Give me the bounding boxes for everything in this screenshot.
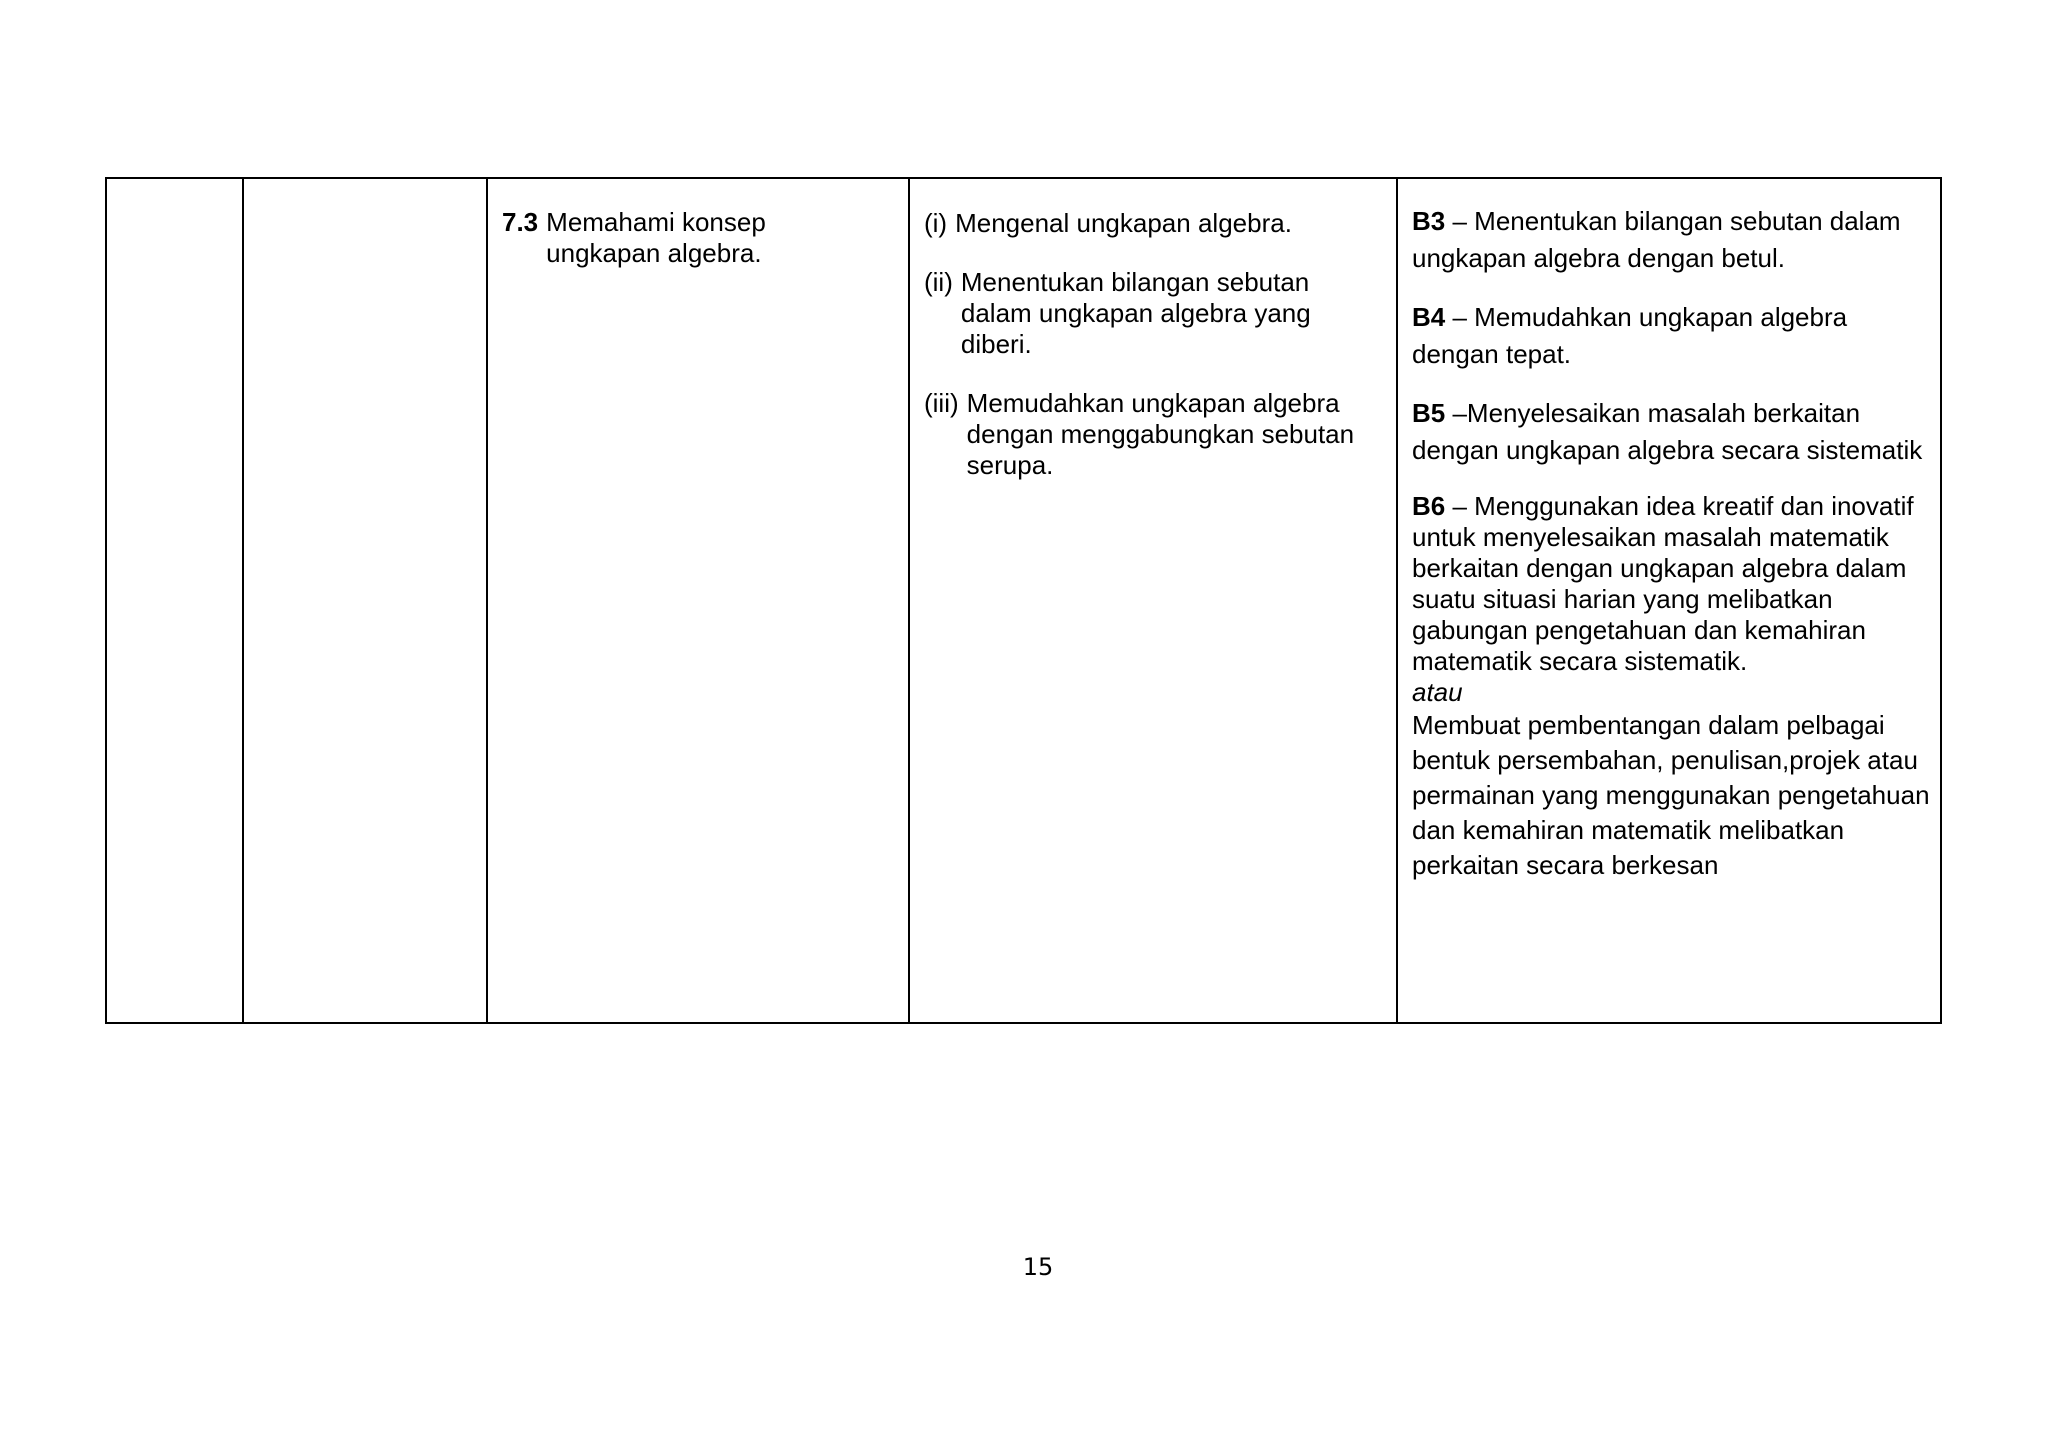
learning-standard-text: Mengenal ungkapan algebra.	[955, 208, 1292, 238]
table-row	[106, 178, 1941, 1023]
band-alternative-descriptor: Membuat pembentangan dalam pelbagai bentuk persembahan, penulisan,projek atau permainan yang menggunakan pengetahuan dan kemahiran matematik melibatkan perkaitan secara berkesan	[1412, 710, 1930, 880]
band-or-connector: atau	[1412, 677, 1463, 707]
performance-standard-cell	[1397, 178, 1941, 1023]
performance-band-b5	[1412, 395, 1930, 469]
band-descriptor: –Menyelesaikan masalah berkaitan dengan ungkapan algebra secara sistematik	[1412, 398, 1923, 465]
learning-standard-item	[924, 267, 1342, 360]
learning-standard-cell	[909, 178, 1397, 1023]
page-number: 15	[1022, 1253, 1054, 1281]
band-code: B3	[1412, 206, 1446, 236]
learning-standard-number: (ii)	[924, 267, 953, 297]
learning-standard-number: (iii)	[924, 388, 959, 418]
content-standard-cell	[487, 178, 909, 1023]
band-code: B6	[1412, 491, 1446, 521]
band-code: B4	[1412, 302, 1446, 332]
theme-cell	[106, 178, 243, 1023]
content-standard-code: 7.3	[502, 207, 539, 237]
performance-band-b3	[1412, 203, 1930, 277]
learning-standard-item	[924, 388, 1382, 481]
content-standard-line1: Memahami konsep	[546, 207, 766, 237]
learning-standard-number: (i)	[924, 208, 948, 238]
band-code: B5	[1412, 398, 1446, 428]
learning-standard-item	[924, 208, 1382, 239]
content-standard	[502, 207, 894, 269]
topic-cell	[243, 178, 487, 1023]
learning-standard-text: Memudahkan ungkapan algebra dengan menggabungkan sebutan serupa.	[966, 388, 1355, 480]
band-descriptor: – Memudahkan ungkapan algebra dengan tepat.	[1412, 302, 1848, 369]
performance-band-b4	[1412, 299, 1930, 373]
content-standard-line2: ungkapan algebra.	[546, 238, 762, 268]
curriculum-table	[105, 177, 1942, 1024]
learning-standard-text: Menentukan bilangan sebutan dalam ungkapan algebra yang diberi.	[960, 267, 1311, 359]
band-descriptor: – Menentukan bilangan sebutan dalam ungkapan algebra dengan betul.	[1412, 206, 1901, 273]
performance-band-b6	[1412, 491, 1930, 883]
band-descriptor: – Menggunakan idea kreatif dan inovatif untuk menyelesaikan masalah matematik berkaitan dengan ungkapan algebra dalam suatu situasi harian yang melibatkan gabungan pengetahuan dan kemahiran matematik secara sistematik.	[1412, 491, 1914, 676]
